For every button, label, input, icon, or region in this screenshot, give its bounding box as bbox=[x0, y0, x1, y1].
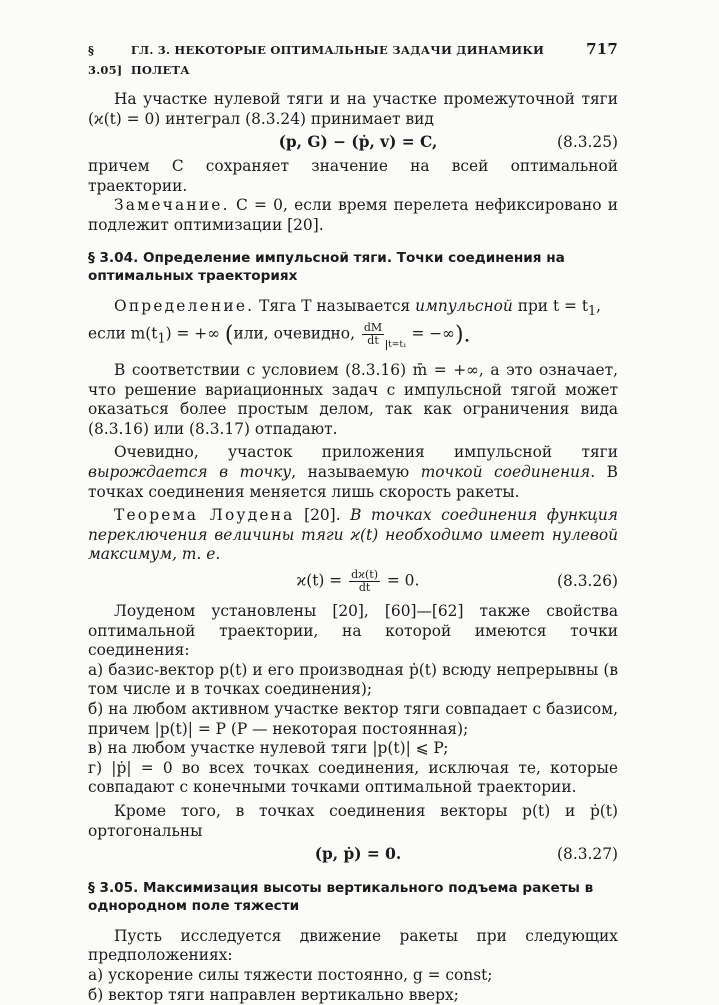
paragraph-3: В соответствии с условием (8.3.16) m̄ = +∞, а это означает, что решение вариационных задач с импульсной тягой может оказаться более простым делом, так как ограничения вида (8.3.16) или (8.3.17) отпадают. bbox=[88, 361, 618, 438]
equation-lhs: ϰ(t) = bbox=[296, 571, 348, 590]
list-item: г) |ṗ| = 0 во всех точках соединения, исключая те, которые совпадают с конечными точками оптимальной траектории. bbox=[88, 758, 618, 797]
denominator: dt bbox=[367, 334, 379, 348]
paragraph-4 bbox=[88, 443, 618, 502]
definition-text: = −∞ bbox=[406, 324, 455, 343]
assumptions-list bbox=[88, 966, 618, 1005]
list-item: а) ускорение силы тяжести постоянно, g = const; bbox=[88, 965, 493, 984]
numerator: dM bbox=[363, 321, 383, 335]
text-italic: точкой соединения bbox=[420, 463, 591, 482]
text-italic: вырождается в точку bbox=[88, 463, 292, 482]
equation-number: (8.3.25) bbox=[557, 133, 618, 152]
definition-term: импульсной bbox=[415, 297, 513, 316]
list-item: в) на любом участке нулевой тяги |p(t)| ⩽ P; bbox=[88, 739, 449, 758]
equation-8-3-27 bbox=[88, 845, 618, 865]
equation-body bbox=[88, 569, 538, 594]
paren: ( bbox=[224, 322, 234, 348]
definition bbox=[88, 297, 618, 322]
header-chapter: ГЛ. 3. НЕКОТОРЫЕ ОПТИМАЛЬНЫЕ ЗАДАЧИ ДИНАМИКИ ПОЛЕТА bbox=[130, 43, 545, 77]
theorem bbox=[88, 506, 618, 565]
definition-label: Определение. bbox=[114, 297, 255, 316]
definition-text: , bbox=[596, 297, 602, 316]
paragraph-1: На участке нулевой тяги и на участке промежуточной тяги (ϰ(t) = 0) интеграл (8.3.24) принимает вид bbox=[88, 90, 618, 128]
theorem-ref: [20]. bbox=[294, 506, 351, 525]
list-item: б) вектор тяги направлен вертикально вверх; bbox=[88, 985, 459, 1004]
equation-rhs: = 0. bbox=[382, 571, 420, 590]
denominator: dt bbox=[358, 581, 371, 595]
equation-body: (p, G) − (ṗ, v) = C, bbox=[278, 133, 438, 152]
text: , называемую bbox=[291, 463, 421, 482]
definition-text: Тяга T называется bbox=[254, 297, 416, 316]
list-item: б) на любом активном участке вектор тяги совпадает с базисом, причем |p(t)| = P (P — некоторая постоянная); bbox=[88, 700, 618, 738]
page-number: 717 bbox=[586, 40, 618, 58]
paragraph-2: причем C сохраняет значение на всей оптимальной траектории. bbox=[88, 156, 618, 195]
fraction bbox=[349, 569, 380, 594]
page bbox=[88, 40, 618, 1005]
remark-text: C = 0, если время перелета нефиксировано и подлежит оптимизации [20]. bbox=[88, 196, 618, 234]
equation-8-3-25 bbox=[88, 133, 618, 153]
subscript: 1 bbox=[588, 304, 597, 320]
section-3-05-heading: § 3.05. Максимизация высоты вертикального подъема ракеты в однородном поле тяжести bbox=[88, 879, 594, 914]
theorem-text: В точках соединения функция переключения величины тяги ϰ(t) необходимо имеет нулевой максимум, т. е. bbox=[88, 506, 618, 564]
equation-8-3-26 bbox=[88, 569, 618, 594]
equation-body: (p, ṗ) = 0. bbox=[314, 845, 402, 864]
list-item: а) базис-вектор p(t) и его производная ṗ(t) всюду непрерывны (в том числе и в точках соединения); bbox=[88, 660, 618, 699]
text: Очевидно, участок приложения импульсной тяги bbox=[114, 443, 618, 462]
definition-text: или, очевидно, bbox=[233, 324, 360, 343]
paragraph-7: Пусть исследуется движение ракеты при следующих предположениях: bbox=[88, 926, 618, 965]
equation-number: (8.3.27) bbox=[557, 845, 618, 864]
properties-list bbox=[88, 661, 618, 798]
evaluation-bar: t=t₁ bbox=[388, 339, 407, 350]
equation-number: (8.3.26) bbox=[557, 571, 618, 590]
definition-text: если m(t bbox=[88, 324, 158, 343]
remark bbox=[88, 196, 618, 235]
paragraph-6: Кроме того, в точках соединения векторы p(t) и ṗ(t) ортогональны bbox=[88, 801, 618, 840]
paragraph-5: Лоуденом установлены [20], [60]—[62] также свойства оптимальной траектории, на которой имеются точки соединения: bbox=[88, 602, 618, 660]
running-header bbox=[88, 40, 618, 80]
paren: ). bbox=[454, 322, 471, 348]
definition-text: при t = t bbox=[512, 297, 588, 316]
section-3-04-heading: § 3.04. Определение импульсной тяги. Точки соединения на оптимальных траекториях bbox=[88, 250, 565, 285]
definition-text: ) = +∞ bbox=[165, 324, 225, 343]
theorem-label: Теорема Лоудена bbox=[114, 506, 295, 525]
header-section: § 3.05] bbox=[88, 43, 123, 77]
fraction-dM-dt bbox=[362, 322, 384, 347]
numerator: dϰ(t) bbox=[351, 568, 378, 582]
definition-line-2 bbox=[88, 322, 618, 355]
text: . В точках соединения меняется лишь скорость ракеты. bbox=[88, 463, 618, 501]
subscript: 1 bbox=[157, 331, 166, 347]
remark-label: Замечание. bbox=[114, 196, 230, 215]
